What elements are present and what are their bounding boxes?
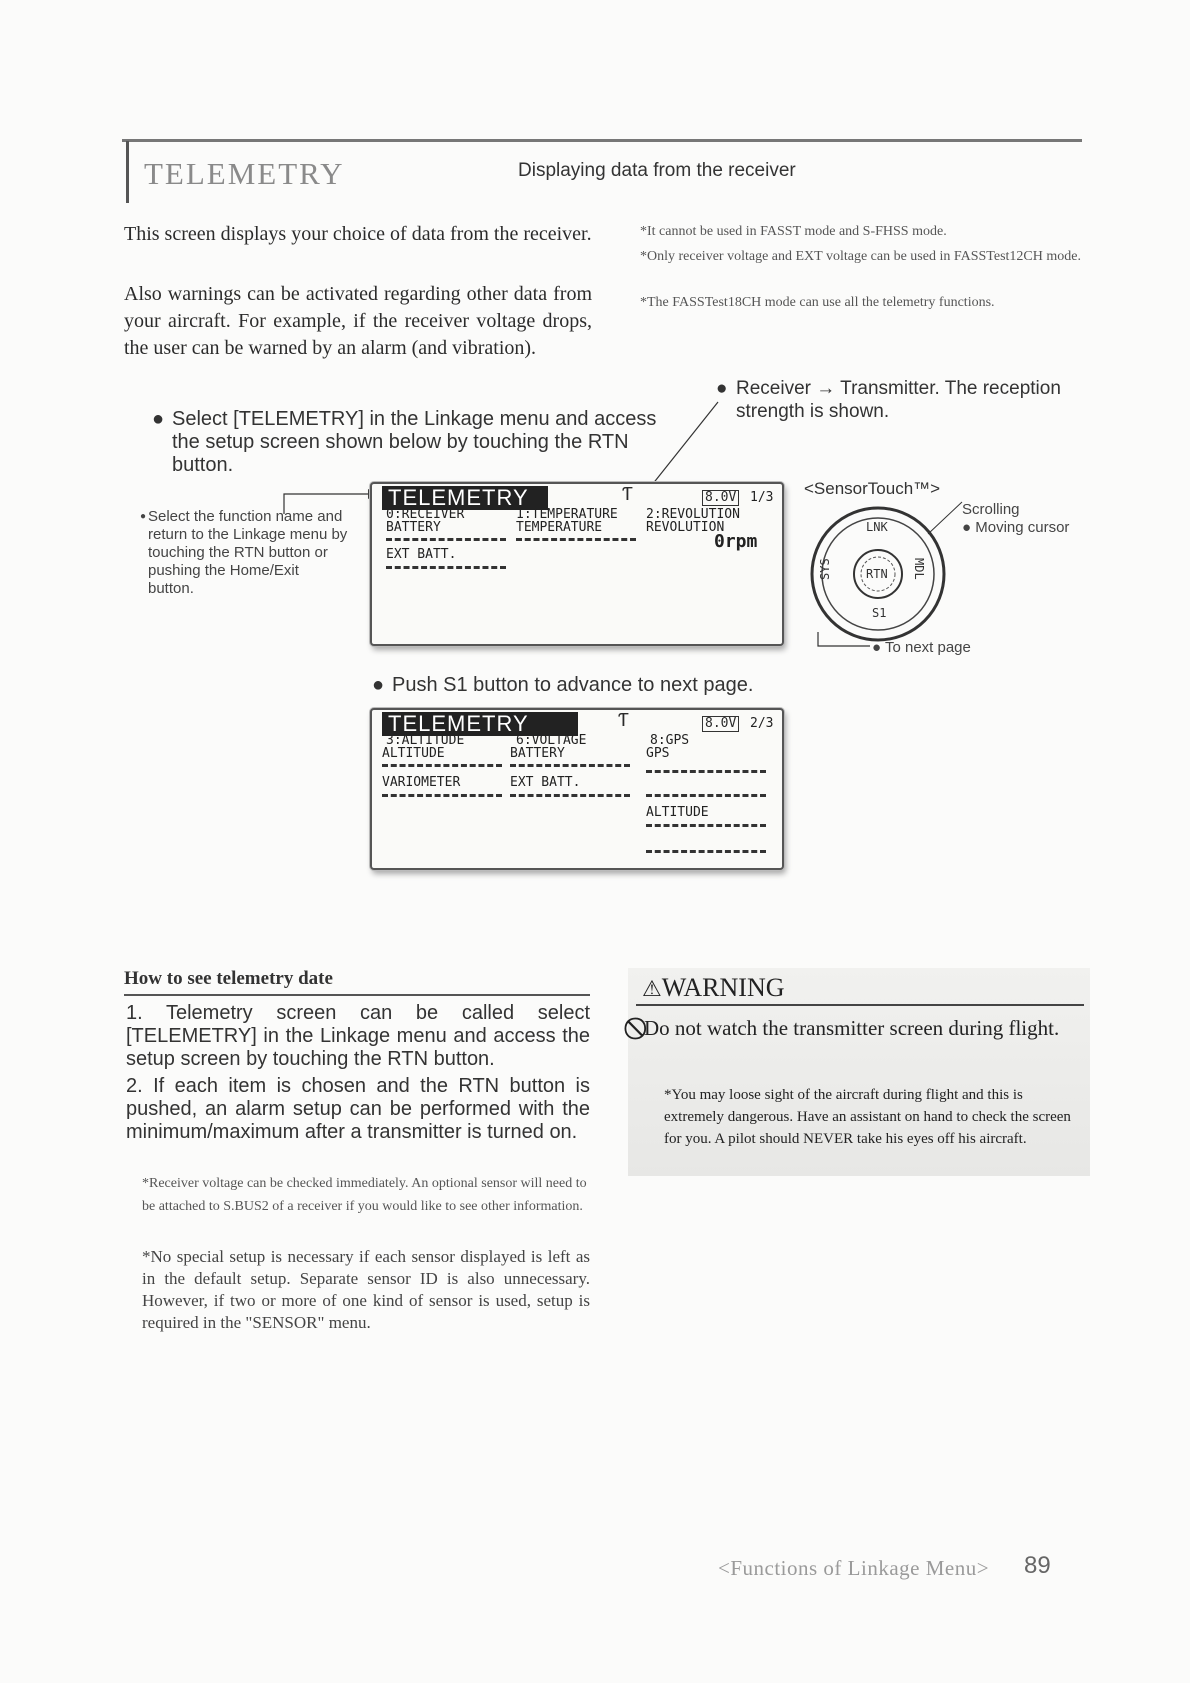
footer-section: <Functions of Linkage Menu> — [718, 1556, 990, 1580]
rtn-button[interactable]: RTN — [866, 567, 888, 581]
warning-title: ⚠WARNING — [642, 973, 785, 1002]
note-fasst: *It cannot be used in FASST mode and S-FHSS mode. — [640, 224, 947, 239]
page-number: 89 — [1024, 1552, 1051, 1579]
note-12ch: *Only receiver voltage and EXT voltage can be used in FASSTest12CH mode. — [640, 249, 1081, 264]
screen2-col0-header[interactable]: 3:ALTITUDE — [386, 733, 465, 748]
screen2-voltage: 8.0V — [702, 716, 739, 732]
screen2-col1-header[interactable]: 6:VOLTAGE — [516, 733, 587, 748]
screen1-col0-header[interactable]: 0:RECEIVER — [386, 507, 465, 522]
function-arrow — [280, 484, 380, 520]
lnk-button[interactable]: LNK — [866, 520, 888, 534]
screen2-col1-row1[interactable]: BATTERY — [510, 746, 565, 761]
howto-rule — [124, 994, 590, 996]
screen2-col2-row1[interactable]: GPS — [646, 746, 670, 761]
screen1-page: 1/3 — [750, 490, 774, 505]
note-18ch: *The FASSTest18CH mode can use all the telemetry functions. — [640, 295, 995, 310]
intro-paragraph-1: This screen displays your choice of data from the receiver. — [124, 223, 592, 245]
moving-cursor-label: ● Moving cursor — [962, 519, 1070, 536]
screen1-col0-row2[interactable]: EXT BATT. — [386, 547, 457, 562]
s1-button[interactable]: S1 — [872, 606, 887, 620]
sensortouch-pad — [810, 494, 970, 654]
intro-paragraph-2: Also warnings can be activated regarding other data from your aircraft. For example, if the receiver voltage drops, the user can be warned by an alarm (and vibration). — [124, 283, 592, 359]
screen2-title: TELEMETRY — [382, 712, 578, 736]
callout-push-s1: ● Push S1 button to advance to next page. — [372, 674, 754, 696]
screen2-col1-row2[interactable]: EXT BATT. — [510, 775, 581, 790]
screen2-col2-header[interactable]: 8:GPS — [650, 733, 690, 748]
howto-note-1: *Receiver voltage can be checked immediately. An optional sensor will need to be attached to S.BUS2 of a receiver if you would like to see other information. — [142, 1176, 587, 1214]
sensortouch-title: <SensorTouch™> — [804, 479, 941, 498]
warning-triangle-icon: ⚠ — [642, 976, 662, 1001]
scrolling-label: Scrolling — [962, 501, 1020, 518]
screen1-col1-header[interactable]: 1:TEMPERATURE — [516, 507, 618, 522]
sys-button[interactable]: SYS — [818, 558, 832, 580]
warning-rule — [636, 1004, 1084, 1006]
howto-item-1: 1. Telemetry screen can be called select [TELEMETRY] in the Linkage menu and access the setup screen by touching the RTN button. — [126, 1002, 590, 1070]
screen2-col0-row2[interactable]: VARIOMETER — [382, 775, 461, 790]
telemetry-screen-page1 — [370, 482, 784, 646]
screen1-col2-header[interactable]: 2:REVOLUTION — [646, 507, 740, 522]
antenna-icon-2: Ƭ — [618, 710, 629, 731]
screen2-col0-row1[interactable]: ALTITUDE — [382, 746, 445, 761]
page-subtitle: Displaying data from the receiver — [518, 160, 796, 181]
callout-select: ● Select [TELEMETRY] in the Linkage menu and access the setup screen shown below by touching the RTN button. — [152, 408, 657, 476]
warning-detail: *You may loose sight of the aircraft during flight and this is extremely dangerous. Have an assistant on hand to check the screen for you. A pilot should NEVER take his eyes off his aircraft. — [664, 1087, 1071, 1147]
header-rule — [122, 139, 1082, 142]
page-title: TELEMETRY — [144, 156, 345, 191]
next-page-label: ● To next page — [872, 639, 971, 656]
header-bar — [126, 141, 129, 203]
screen2-page: 2/3 — [750, 716, 774, 731]
callout-receiver: ● Receiver → Transmitter. The reception strength is shown. — [716, 378, 1061, 422]
screen1-col2-row1[interactable]: REVOLUTION — [646, 520, 725, 535]
howto-note-2: *No special setup is necessary if each sensor displayed is left as in the default setup. Separate sensor ID is also unnecessary. However, if two or more of one kind of sensor is used, setup is required in the "SENSOR" menu. — [142, 1247, 590, 1332]
screen2-col2-row3[interactable]: ALTITUDE — [646, 805, 709, 820]
warning-main: Do not watch the transmitter screen during flight. — [644, 1016, 1060, 1040]
telemetry-screen-page2 — [370, 708, 784, 870]
callout-function-name: ● Select the function name and return to the Linkage menu by touching the RTN button or pushing the Home/Exit button. — [140, 508, 348, 597]
howto-item-2: 2. If each item is chosen and the RTN button is pushed, an alarm setup can be performed with the minimum/maximum after a transmitter is turned on. — [126, 1075, 590, 1143]
screen1-col1-row1[interactable]: TEMPERATURE — [516, 520, 603, 535]
screen1-col2-value: 0rpm — [714, 531, 758, 552]
mdl-button[interactable]: MDL — [912, 558, 926, 580]
howto-heading: How to see telemetry date — [124, 968, 333, 989]
screen1-title: TELEMETRY — [382, 486, 548, 510]
screen1-col0-row1[interactable]: BATTERY — [386, 520, 441, 535]
screen1-voltage: 8.0V — [702, 490, 739, 506]
antenna-icon: Ƭ — [622, 484, 633, 505]
